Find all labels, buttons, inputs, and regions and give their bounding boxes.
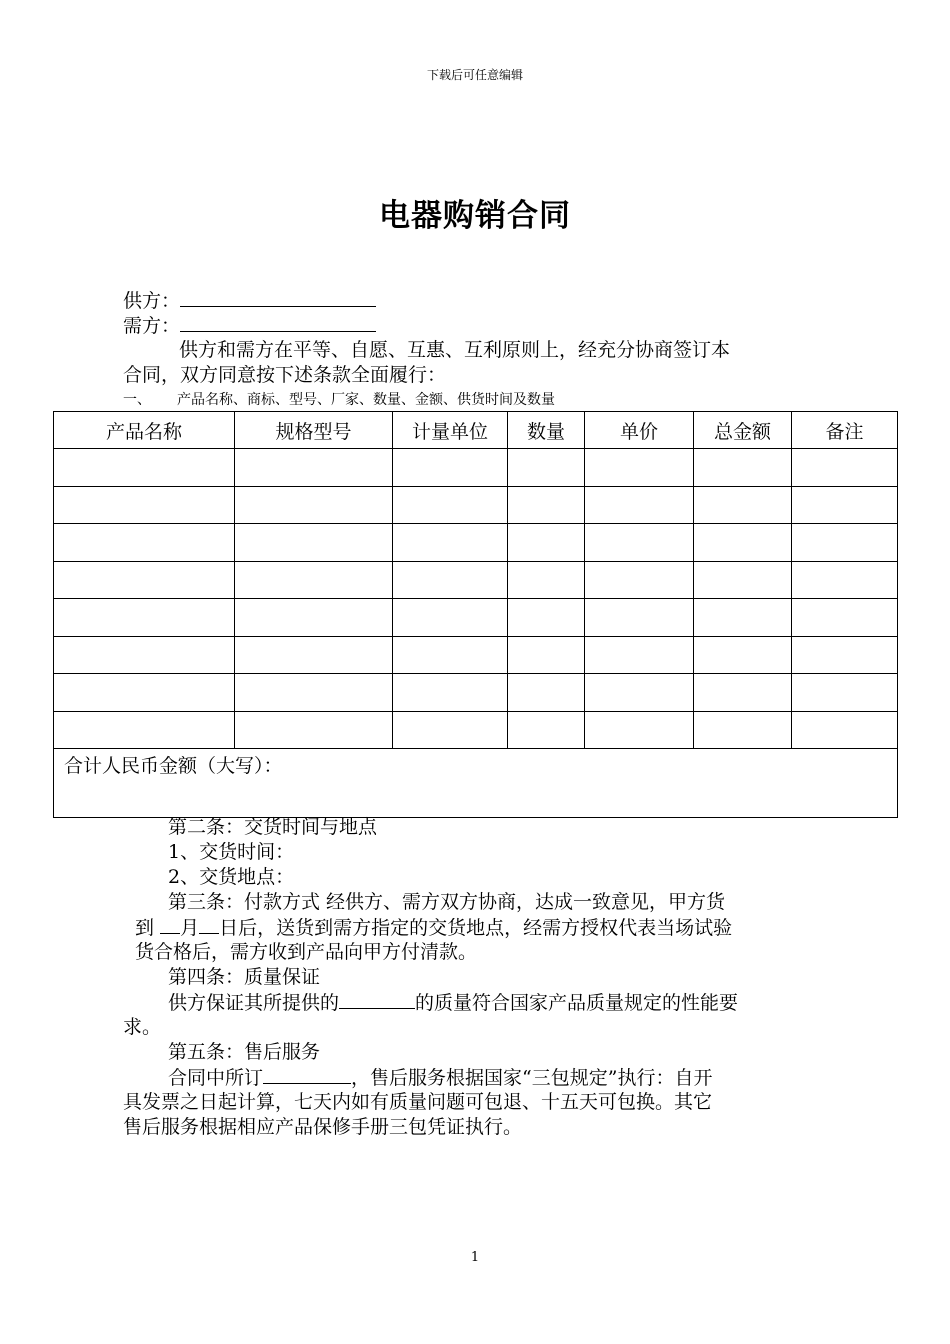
table-cell[interactable] — [235, 524, 393, 562]
table-cell[interactable] — [393, 636, 508, 674]
buyer-blank[interactable] — [180, 313, 376, 332]
table-cell[interactable] — [393, 599, 508, 637]
table-cell[interactable] — [54, 674, 235, 712]
product-blank[interactable] — [339, 990, 415, 1009]
table-cell[interactable] — [585, 711, 694, 749]
table-cell[interactable] — [792, 599, 898, 637]
table-cell[interactable] — [508, 674, 585, 712]
clause2-title: 第二条：交货时间与地点 — [168, 816, 378, 838]
section1-heading — [123, 388, 555, 413]
section1-title: 产品名称、商标、型号、厂家、数量、金额、供货时间及数量 — [177, 392, 555, 408]
table-cell[interactable] — [235, 711, 393, 749]
total-row — [54, 749, 898, 818]
table-cell[interactable] — [54, 636, 235, 674]
clause4-line-2: 求。 — [123, 1016, 162, 1038]
table-row — [54, 599, 898, 637]
table-cell[interactable] — [235, 636, 393, 674]
table-cell[interactable] — [393, 561, 508, 599]
table-cell[interactable] — [792, 486, 898, 524]
page-number: 1 — [470, 1250, 480, 1265]
table-cell[interactable] — [792, 524, 898, 562]
table-cell[interactable] — [54, 449, 235, 487]
table-cell[interactable] — [508, 711, 585, 749]
table-row — [54, 674, 898, 712]
table-row — [54, 711, 898, 749]
table-cell[interactable] — [585, 524, 694, 562]
table-cell[interactable] — [694, 524, 792, 562]
table-cell[interactable] — [54, 711, 235, 749]
table-row — [54, 636, 898, 674]
total-amount-label: 合计人民币金额（大写）： — [64, 755, 283, 777]
table-cell[interactable] — [694, 599, 792, 637]
clause2-delivery-place: 2、交货地点： — [168, 866, 295, 888]
table-cell[interactable] — [508, 599, 585, 637]
table-cell[interactable] — [393, 524, 508, 562]
table-cell[interactable] — [393, 449, 508, 487]
goods-table-header — [54, 412, 898, 449]
table-row — [54, 561, 898, 599]
service-item-blank[interactable] — [263, 1065, 351, 1084]
clause4-line-1 — [168, 990, 738, 1016]
clause4-text-a: 供方保证其所提供的 — [168, 992, 340, 1014]
clause5-line-3: 售后服务根据相应产品保修手册三包凭证执行。 — [123, 1116, 523, 1138]
clause5-title: 第五条：售后服务 — [168, 1041, 321, 1063]
table-cell[interactable] — [508, 636, 585, 674]
table-cell[interactable] — [792, 674, 898, 712]
table-cell[interactable] — [508, 524, 585, 562]
table-cell[interactable] — [792, 561, 898, 599]
table-cell[interactable] — [694, 561, 792, 599]
header-total-amount: 总金额 — [694, 412, 792, 449]
section1-number: 一、 — [123, 392, 151, 408]
buyer-label: 需方： — [123, 315, 181, 337]
table-row — [54, 524, 898, 562]
table-cell[interactable] — [694, 636, 792, 674]
clause5-line-2: 具发票之日起计算，七天内如有质量问题可包退、十五天可包换。其它 — [123, 1091, 713, 1113]
table-cell[interactable] — [393, 711, 508, 749]
table-cell[interactable] — [235, 449, 393, 487]
table-cell[interactable] — [54, 599, 235, 637]
supplier-label: 供方： — [123, 290, 181, 312]
table-cell[interactable] — [393, 674, 508, 712]
clause3-line-3: 货合格后，需方收到产品向甲方付清款。 — [135, 941, 478, 963]
table-cell[interactable] — [54, 486, 235, 524]
table-cell[interactable] — [694, 449, 792, 487]
clause3-month: 月 — [180, 917, 200, 939]
clause5-text-a: 合同中所订 — [168, 1067, 264, 1089]
intro-line-2: 合同，双方同意按下述条款全面履行： — [123, 364, 447, 386]
document-title: 电器购销合同 — [379, 198, 571, 234]
clause4-title: 第四条：质量保证 — [168, 966, 321, 988]
table-cell[interactable] — [585, 449, 694, 487]
table-cell[interactable] — [694, 711, 792, 749]
buyer-line — [123, 313, 376, 339]
table-cell[interactable] — [235, 599, 393, 637]
header-remarks: 备注 — [792, 412, 898, 449]
table-cell[interactable] — [694, 486, 792, 524]
table-cell[interactable] — [585, 674, 694, 712]
table-cell[interactable] — [694, 674, 792, 712]
clause4-text-b: 的质量符合国家产品质量规定的性能要 — [415, 992, 739, 1014]
supplier-blank[interactable] — [180, 288, 376, 307]
clause5-text-b: ，售后服务根据国家“三包规定”执行：自开 — [351, 1067, 713, 1089]
clause3-line-2 — [135, 915, 732, 941]
table-cell[interactable] — [508, 486, 585, 524]
table-cell[interactable] — [54, 561, 235, 599]
month-blank[interactable] — [160, 915, 180, 934]
header-unit-price: 单价 — [585, 412, 694, 449]
clause2-delivery-time: 1、交货时间： — [168, 841, 295, 863]
table-cell[interactable] — [508, 561, 585, 599]
table-cell[interactable] — [54, 524, 235, 562]
table-cell[interactable] — [235, 674, 393, 712]
header-spec-model: 规格型号 — [235, 412, 393, 449]
clause3-to: 到 — [135, 917, 155, 939]
header-unit: 计量单位 — [393, 412, 508, 449]
supplier-line — [123, 288, 376, 314]
clause3-rest: 日后，送货到需方指定的交货地点，经需方授权代表当场试验 — [219, 917, 733, 939]
table-row — [54, 449, 898, 487]
day-blank[interactable] — [199, 915, 219, 934]
goods-table — [53, 411, 898, 818]
table-cell[interactable] — [792, 636, 898, 674]
clause3-line-1: 第三条：付款方式 经供方、需方双方协商，达成一致意见，甲方货 — [168, 891, 726, 913]
table-cell[interactable] — [393, 486, 508, 524]
header-note: 下载后可任意编辑 — [426, 68, 523, 82]
header-quantity: 数量 — [508, 412, 585, 449]
table-cell[interactable] — [585, 486, 694, 524]
table-cell[interactable] — [792, 449, 898, 487]
table-cell[interactable] — [235, 561, 393, 599]
table-cell[interactable] — [585, 599, 694, 637]
table-cell[interactable] — [508, 449, 585, 487]
total-amount-cell[interactable] — [54, 749, 898, 818]
table-cell[interactable] — [585, 561, 694, 599]
clause5-line-1 — [168, 1065, 712, 1091]
table-cell[interactable] — [585, 636, 694, 674]
header-product-name: 产品名称 — [54, 412, 235, 449]
table-cell[interactable] — [235, 486, 393, 524]
intro-line-1: 供方和需方在平等、自愿、互惠、互利原则上，经充分协商签订本 — [179, 339, 731, 361]
table-cell[interactable] — [792, 711, 898, 749]
table-row — [54, 486, 898, 524]
